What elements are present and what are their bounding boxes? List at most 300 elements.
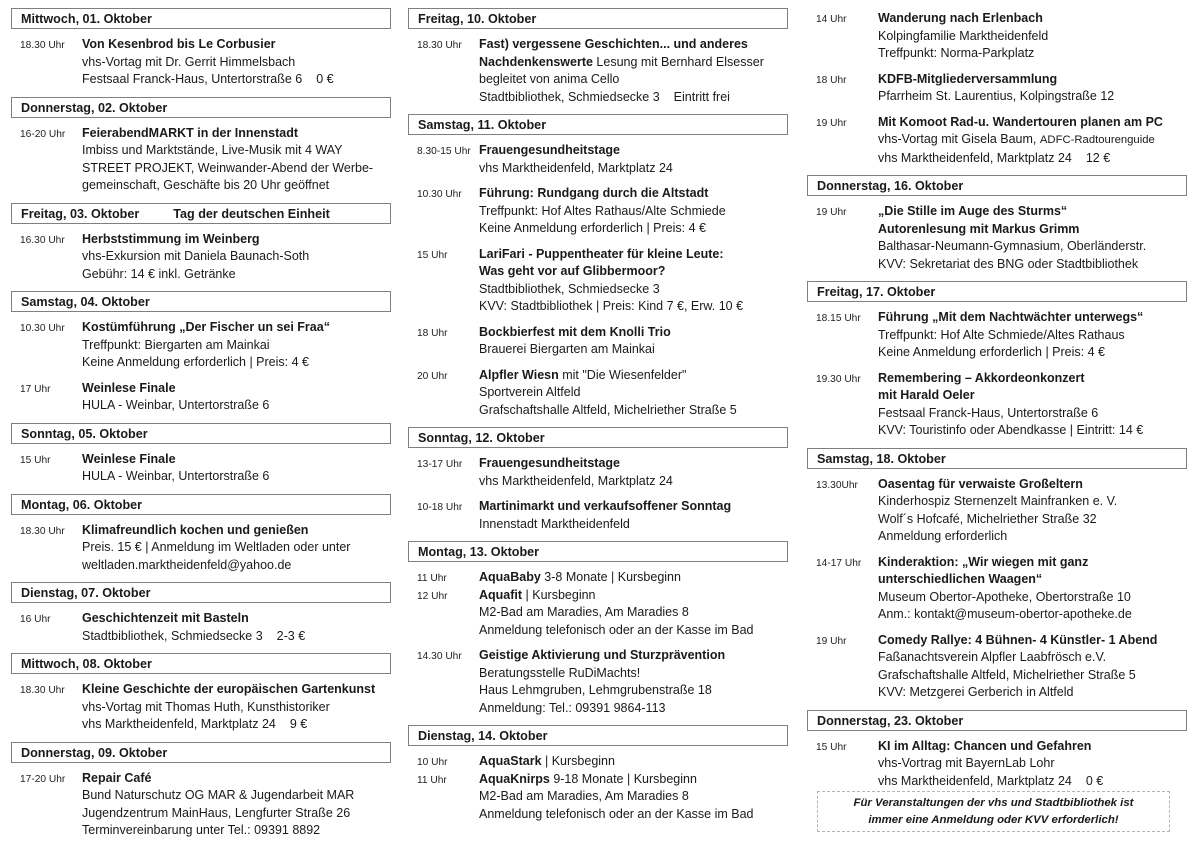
event-title: Alpfler Wiesn: [479, 367, 559, 382]
event-detail-text: Stadtbibliothek, Schmiedsecke 3: [479, 281, 660, 296]
event-detail-line: [878, 422, 1187, 440]
day-header: [11, 653, 391, 674]
event-detail-text: Haus Lehmgruben, Lehmgrubenstraße 18: [479, 683, 712, 697]
day-header: [11, 582, 391, 603]
event-time-value: 18 Uhr: [816, 74, 847, 86]
event-detail-text: KVV: Metzgerei Gerberich in Altfeld: [878, 685, 1074, 699]
event-details: [479, 569, 788, 639]
event-detail-text: Beratungsstelle RuDiMachts!: [479, 665, 641, 680]
event-details: [479, 753, 788, 823]
event-details: [479, 142, 788, 177]
event-title-line: [82, 451, 391, 469]
event-title-line: [82, 770, 391, 788]
event-time-value: 18.30 Uhr: [417, 40, 462, 51]
event-time: [11, 451, 82, 486]
event-title-line: [878, 370, 1187, 388]
event-time: [408, 753, 479, 823]
column-2: [408, 8, 788, 831]
event-detail-line: [82, 787, 391, 805]
event-title: Kleine Geschichte der europäischen Gartenkunst: [82, 682, 376, 696]
event-detail-line: [479, 298, 788, 316]
day-header: [408, 725, 788, 746]
event-detail-line: [82, 539, 391, 557]
event-time-value: 8.30-15 Uhr: [417, 146, 471, 157]
event-time-value: 17-20 Uhr: [20, 773, 66, 785]
day-header-date: Sonntag, 05. Oktober: [21, 426, 148, 441]
event-title-line: [878, 554, 1187, 572]
event-title-line: [479, 455, 788, 473]
event-title-continued: Autorenlesung mit Markus Grimm: [878, 221, 1080, 236]
event-detail-text: Terminvereinbarung unter Tel.: 09391 8892: [82, 823, 321, 837]
event-title: Oasentag für verwaiste Großeltern: [878, 476, 1083, 491]
event-detail-line: [479, 341, 788, 359]
event-time: [11, 681, 82, 734]
event-price: 0 €: [1085, 773, 1104, 788]
day-header: [408, 541, 788, 562]
event-detail-line: [878, 649, 1187, 667]
event-item: [807, 370, 1187, 440]
event-detail-text: vhs-Vortrag mit BayernLab Lohr: [878, 756, 1055, 770]
event-time: [11, 125, 82, 195]
event-details: [479, 36, 788, 106]
event-detail-text: Treffpunkt: Biergarten am Mainkai: [82, 337, 270, 352]
event-item: [807, 114, 1187, 168]
event-title-line: [82, 610, 391, 628]
event-title: Weinlese Finale: [82, 451, 176, 466]
event-detail-text: weltladen.marktheidenfeld@yahoo.de: [82, 557, 292, 572]
event-detail-text: Treffpunkt: Norma-Parkplatz: [878, 46, 1035, 60]
event-details: [82, 380, 391, 415]
event-time: [408, 367, 479, 420]
event-time-value: 18.30 Uhr: [20, 685, 65, 696]
day-header: [11, 8, 391, 29]
event-title-continued: mit Harald Oeler: [878, 388, 975, 402]
event-detail-small: ADFC-Radtourenguide: [1039, 134, 1155, 146]
event-detail-text: Imbiss und Marktstände, Live-Musik mit 4 WAY: [82, 143, 343, 157]
event-details: [479, 367, 788, 420]
event-price: 12 €: [1085, 150, 1111, 165]
event-detail-text: gemeinschaft, Geschäfte bis 20 Uhr geöffnet: [82, 178, 330, 192]
day-header-date: Freitag, 17. Oktober: [817, 285, 936, 299]
event-title: Repair Café: [82, 770, 152, 785]
event-detail-line: [479, 220, 788, 238]
event-title-line: [479, 263, 788, 281]
event-details: [479, 324, 788, 359]
event-time: [408, 647, 479, 717]
event-detail-line: [82, 266, 391, 284]
event-title-suffix: | Kursbeginn: [522, 587, 596, 602]
event-details: [878, 554, 1187, 624]
event-title-line: [878, 221, 1187, 239]
event-detail-text: Sportverein Altfeld: [479, 385, 581, 399]
event-detail-line: [479, 604, 788, 622]
event-item: [11, 125, 391, 195]
event-title-line: [82, 522, 391, 540]
event-title: Mit Komoot Rad-u. Wandertouren planen am PC: [878, 114, 1163, 129]
event-detail-line: [82, 354, 391, 372]
event-detail-text: Keine Anmeldung erforderlich | Preis: 4 €: [479, 221, 706, 235]
event-detail-line: [82, 805, 391, 823]
event-detail-text: vhs Marktheidenfeld, Marktplatz 24: [878, 150, 1072, 165]
event-details: [878, 309, 1187, 362]
event-time: [807, 370, 878, 440]
event-time: [408, 324, 479, 359]
event-item: [408, 498, 788, 533]
event-item: [807, 203, 1187, 273]
event-title-line: [479, 142, 788, 160]
event-title-continued: Aquafit: [479, 587, 523, 602]
event-title-continued: Was geht vor auf Glibbermoor?: [479, 264, 666, 278]
event-item: [807, 71, 1187, 106]
notice-line-2: immer eine Anmeldung oder KVV erforderlich!: [868, 813, 1119, 826]
event-detail-text: Anmeldung telefonisch oder an der Kasse im Bad: [479, 622, 754, 637]
day-header-date: Samstag, 04. Oktober: [21, 295, 150, 309]
event-detail-text: Anmeldung erforderlich: [878, 529, 1008, 543]
day-header: [11, 291, 391, 312]
event-detail-line: [878, 45, 1187, 63]
event-detail-line: [878, 773, 1187, 791]
event-detail-text: Treffpunkt: Hof Alte Schmiede/Altes Rathaus: [878, 327, 1125, 342]
event-detail-line: [878, 589, 1187, 607]
event-title-line: [479, 569, 788, 587]
event-item: [408, 185, 788, 238]
event-title-line: [878, 571, 1187, 589]
event-item: [11, 451, 391, 486]
event-title-line: [878, 632, 1187, 650]
event-detail-line: [878, 344, 1187, 362]
day-header: [408, 114, 788, 135]
day-header: [408, 427, 788, 448]
event-time-value: 10.30 Uhr: [417, 189, 462, 200]
event-detail-line: [82, 822, 391, 840]
event-title-line: [878, 203, 1187, 221]
event-time: [807, 71, 878, 106]
event-detail-text: Stadtbibliothek, Schmiedsecke 3: [479, 89, 660, 104]
event-time: [807, 309, 878, 362]
event-title: Geschichtenzeit mit Basteln: [82, 611, 249, 625]
event-detail-text: Anmeldung telefonisch oder an der Kasse im Bad: [479, 806, 754, 821]
event-title-line: [479, 587, 788, 605]
event-price: Eintritt frei: [673, 89, 730, 104]
event-title: Comedy Rallye: 4 Bühnen- 4 Künstler- 1 Abend: [878, 632, 1158, 647]
event-time: [11, 319, 82, 372]
event-item: [408, 36, 788, 106]
event-detail-line: [82, 142, 391, 160]
event-title: AquaBaby: [479, 570, 541, 584]
day-header: [807, 448, 1187, 469]
event-detail-text: Faßanachtsverein Alpfler Laabfrösch e.V.: [878, 650, 1107, 664]
event-time-value: 15 Uhr: [816, 741, 847, 753]
event-price: 9 €: [289, 717, 308, 731]
event-time: [807, 554, 878, 624]
event-detail-text: Balthasar-Neumann-Gymnasium, Oberländerstr.: [878, 239, 1147, 253]
day-header-date: Montag, 13. Oktober: [418, 545, 540, 559]
event-title-line: [82, 125, 391, 143]
event-price: 0 €: [316, 72, 334, 86]
event-time: [408, 569, 479, 639]
event-detail-line: [878, 150, 1187, 168]
event-item: [408, 367, 788, 420]
day-header-date: Sonntag, 12. Oktober: [418, 431, 545, 445]
event-time: [11, 380, 82, 415]
event-detail-text: M2-Bad am Maradies, Am Maradies 8: [479, 789, 689, 803]
event-time-value: 15 Uhr: [417, 249, 448, 261]
event-detail-text: Grafschaftshalle Altfeld, Michelriether Straße 5: [878, 667, 1136, 682]
event-title-line: [878, 738, 1187, 756]
event-detail-line: [479, 473, 788, 491]
event-time: [408, 498, 479, 533]
event-details: [82, 681, 391, 734]
event-detail-line: [479, 402, 788, 420]
event-title-line: [479, 367, 788, 385]
event-title: Bockbierfest mit dem Knolli Trio: [479, 324, 671, 339]
event-detail-line: [878, 755, 1187, 773]
notice-line-1: Für Veranstaltungen der vhs und Stadtbibliothek ist: [853, 797, 1134, 809]
event-detail-line: [82, 699, 391, 717]
event-item: [408, 569, 788, 639]
event-title-line: [82, 380, 391, 398]
event-detail-line: [82, 397, 391, 415]
event-detail-text: Museum Obertor-Apotheke, Obertorstraße 10: [878, 589, 1131, 604]
event-details: [82, 451, 391, 486]
event-item: [408, 246, 788, 316]
event-detail-line: [479, 806, 788, 824]
event-details: [479, 246, 788, 316]
event-detail-text: STREET PROJEKT, Weinwander-Abend der Werbe-: [82, 160, 374, 175]
event-time-value: 18.15 Uhr: [816, 313, 861, 324]
event-detail-line: [878, 131, 1187, 150]
event-detail-line: [878, 493, 1187, 511]
event-details: [878, 476, 1187, 546]
event-time-value: 18.30 Uhr: [20, 525, 65, 537]
event-title-line: [479, 498, 788, 516]
event-detail-line: [479, 203, 788, 221]
event-title: Geistige Aktivierung und Sturzprävention: [479, 648, 726, 662]
event-title-continued: unterschiedlichen Waagen“: [878, 572, 1043, 586]
event-time: [11, 36, 82, 89]
event-details: [82, 319, 391, 372]
event-title-line: [479, 246, 788, 264]
event-title: Von Kesenbrod bis Le Corbusier: [82, 37, 276, 51]
event-time: [11, 770, 82, 840]
event-detail-line: [479, 700, 788, 718]
event-detail-text: Keine Anmeldung erforderlich | Preis: 4 €: [82, 355, 309, 369]
event-title-line: [878, 71, 1187, 89]
day-header: [11, 203, 391, 224]
event-title-suffix: 3-8 Monate | Kursbeginn: [540, 570, 681, 584]
event-detail-text: Bund Naturschutz OG MAR & Jugendarbeit MAR: [82, 788, 355, 802]
event-title-line: [479, 324, 788, 342]
event-item: [11, 319, 391, 372]
event-item: [408, 647, 788, 717]
event-detail-text: vhs Marktheidenfeld, Marktplatz 24: [82, 717, 276, 731]
event-detail-line: [479, 160, 788, 178]
event-details: [878, 738, 1187, 791]
event-details: [82, 125, 391, 195]
event-detail-line: [479, 682, 788, 700]
event-title: LariFari - Puppentheater für kleine Leute:: [479, 246, 724, 261]
event-time-value: 19 Uhr: [816, 207, 847, 218]
event-detail-text: Festsaal Franck-Haus, Untertorstraße 6: [878, 405, 1099, 420]
event-item: [408, 142, 788, 177]
event-detail-text: vhs Marktheidenfeld, Marktplatz 24: [479, 160, 673, 175]
column-3: [807, 10, 1187, 798]
event-detail-text: Grafschaftshalle Altfeld, Michelriether Straße 5: [479, 402, 737, 417]
event-details: [82, 522, 391, 575]
day-header-date: Donnerstag, 09. Oktober: [21, 745, 168, 760]
event-title-suffix: mit "Die Wiesenfelder": [558, 367, 687, 382]
event-detail-text: Anm.: kontakt@museum-obertor-apotheke.de: [878, 607, 1132, 621]
day-header: [11, 742, 391, 763]
event-detail-text: vhs Marktheidenfeld, Marktplatz 24: [479, 473, 673, 488]
event-item: [807, 10, 1187, 63]
event-time: [807, 738, 878, 791]
event-time: [11, 231, 82, 284]
event-detail-text: KVV: Stadtbibliothek | Preis: Kind 7 €, Erw. 10 €: [479, 299, 744, 313]
event-title-suffix: 9-18 Monate | Kursbeginn: [549, 771, 697, 786]
event-detail-text: Keine Anmeldung erforderlich | Preis: 4 €: [878, 345, 1105, 359]
event-title: Führung „Mit dem Nachtwächter unterwegs“: [878, 310, 1144, 324]
event-detail-line: [878, 684, 1187, 702]
event-item: [408, 324, 788, 359]
event-time-value: 20 Uhr: [417, 370, 448, 382]
event-detail-line: [479, 622, 788, 640]
event-details: [479, 498, 788, 533]
event-item: [807, 632, 1187, 702]
event-detail-line: [82, 716, 391, 734]
event-item: [408, 455, 788, 490]
event-time-value: 11 Uhr: [417, 573, 447, 584]
event-detail-text: Pfarrheim St. Laurentius, Kolpingstraße 12: [878, 89, 1115, 103]
event-detail-text: Innenstadt Marktheidenfeld: [479, 516, 630, 531]
event-detail-text: Brauerei Biergarten am Mainkai: [479, 342, 655, 356]
event-time: [807, 476, 878, 546]
event-detail-line: [878, 511, 1187, 529]
event-detail-text: begleitet von anima Cello: [479, 72, 620, 86]
event-time: [408, 185, 479, 238]
event-detail-line: [878, 88, 1187, 106]
event-item: [11, 770, 391, 840]
event-detail-line: [479, 516, 788, 534]
event-detail-line: [82, 54, 391, 72]
event-detail-line: [82, 177, 391, 195]
event-title: AquaStark: [479, 754, 542, 768]
event-time-value: 19 Uhr: [816, 635, 847, 647]
event-time-value: 15 Uhr: [20, 454, 51, 466]
event-title: Fast) vergessene Geschichten... und anderes: [479, 37, 748, 51]
event-title-line: [479, 771, 788, 789]
event-detail-text: M2-Bad am Maradies, Am Maradies 8: [479, 605, 689, 619]
day-header-date: Freitag, 03. Oktober: [21, 206, 140, 221]
event-detail-text: vhs Marktheidenfeld, Marktplatz 24: [878, 773, 1072, 788]
event-title-line: [82, 319, 391, 337]
holiday-label: Tag der deutschen Einheit: [173, 206, 330, 221]
event-time: [807, 114, 878, 168]
column-1: [11, 8, 391, 848]
event-detail-text: Gebühr: 14 € inkl. Getränke: [82, 266, 236, 281]
event-detail-text: Kinderhospiz Sternenzelt Mainfranken e. V.: [878, 494, 1118, 508]
event-detail-line: [878, 667, 1187, 685]
event-time: [408, 142, 479, 177]
event-time-value: 14-17 Uhr: [816, 557, 862, 569]
event-details: [82, 770, 391, 840]
event-item: [408, 753, 788, 823]
event-item: [11, 681, 391, 734]
event-title: Remembering – Akkordeonkonzert: [878, 370, 1085, 385]
event-time-value: 10 Uhr: [417, 757, 448, 768]
event-details: [878, 370, 1187, 440]
event-time-value: 18.30 Uhr: [20, 40, 65, 51]
event-detail-text: Wolf´s Hofcafé, Michelriether Straße 32: [878, 511, 1097, 526]
event-details: [878, 71, 1187, 106]
event-detail-line: [479, 89, 788, 107]
event-time-value: 14.30 Uhr: [417, 651, 462, 662]
event-detail-text: KVV: Touristinfo oder Abendkasse | Eintritt: 14 €: [878, 423, 1144, 437]
event-time-value: 12 Uhr: [417, 590, 448, 602]
day-header-date: Montag, 06. Oktober: [21, 497, 143, 512]
event-time-value: 14 Uhr: [816, 14, 847, 25]
event-detail-line: [82, 337, 391, 355]
event-time-value: 13.30Uhr: [816, 479, 858, 491]
event-details: [82, 231, 391, 284]
event-detail-text: Jugendzentrum MainHaus, Lengfurter Straße 26: [82, 805, 351, 820]
event-detail-line: [82, 557, 391, 575]
event-details: [82, 36, 391, 89]
day-header-date: Donnerstag, 16. Oktober: [817, 179, 964, 193]
event-time-value: 10-18 Uhr: [417, 502, 463, 513]
event-title: Martinimarkt und verkaufsoffener Sonntag: [479, 499, 732, 513]
event-detail-line: [82, 160, 391, 178]
event-details: [479, 185, 788, 238]
day-header-date: Dienstag, 14. Oktober: [418, 729, 548, 743]
event-item: [11, 36, 391, 89]
event-time-value: 10.30 Uhr: [20, 323, 65, 334]
event-time: [807, 10, 878, 63]
event-title: Wanderung nach Erlenbach: [878, 11, 1043, 25]
event-details: [82, 610, 391, 645]
event-item: [807, 476, 1187, 546]
event-title: Klimafreundlich kochen und genießen: [82, 522, 309, 537]
event-title-line: [479, 36, 788, 54]
event-details: [878, 114, 1187, 168]
event-detail-line: [479, 384, 788, 402]
event-detail-text: vhs-Vortag mit Gisela Baum,: [878, 132, 1040, 146]
event-item: [807, 309, 1187, 362]
event-detail-line: [878, 405, 1187, 423]
event-item: [11, 610, 391, 645]
event-time-value: 16-20 Uhr: [20, 128, 66, 140]
event-title: Frauengesundheitstage: [479, 456, 620, 470]
event-subtitle: Lesung mit Bernhard Elsesser: [592, 54, 764, 69]
event-title-line: [82, 231, 391, 249]
event-time-value: 13-17 Uhr: [417, 459, 463, 470]
event-title-line: [878, 476, 1187, 494]
event-title: Kinderaktion: „Wir wiegen mit ganz: [878, 554, 1089, 569]
event-detail-line: [878, 256, 1187, 274]
event-detail-line: [479, 665, 788, 683]
event-time: [408, 455, 479, 490]
event-details: [479, 647, 788, 717]
event-detail-line: [479, 71, 788, 89]
event-price: 2-3 €: [276, 628, 306, 643]
event-time: [11, 610, 82, 645]
event-title-line: [479, 54, 788, 72]
event-detail-text: Festsaal Franck-Haus, Untertorstraße 6: [82, 72, 303, 86]
day-header: [11, 423, 391, 444]
event-title: Kostümführung „Der Fischer un sei Fraa“: [82, 320, 330, 334]
event-detail-text: HULA - Weinbar, Untertorstraße 6: [82, 469, 270, 483]
event-time-value: 16.30 Uhr: [20, 234, 65, 246]
